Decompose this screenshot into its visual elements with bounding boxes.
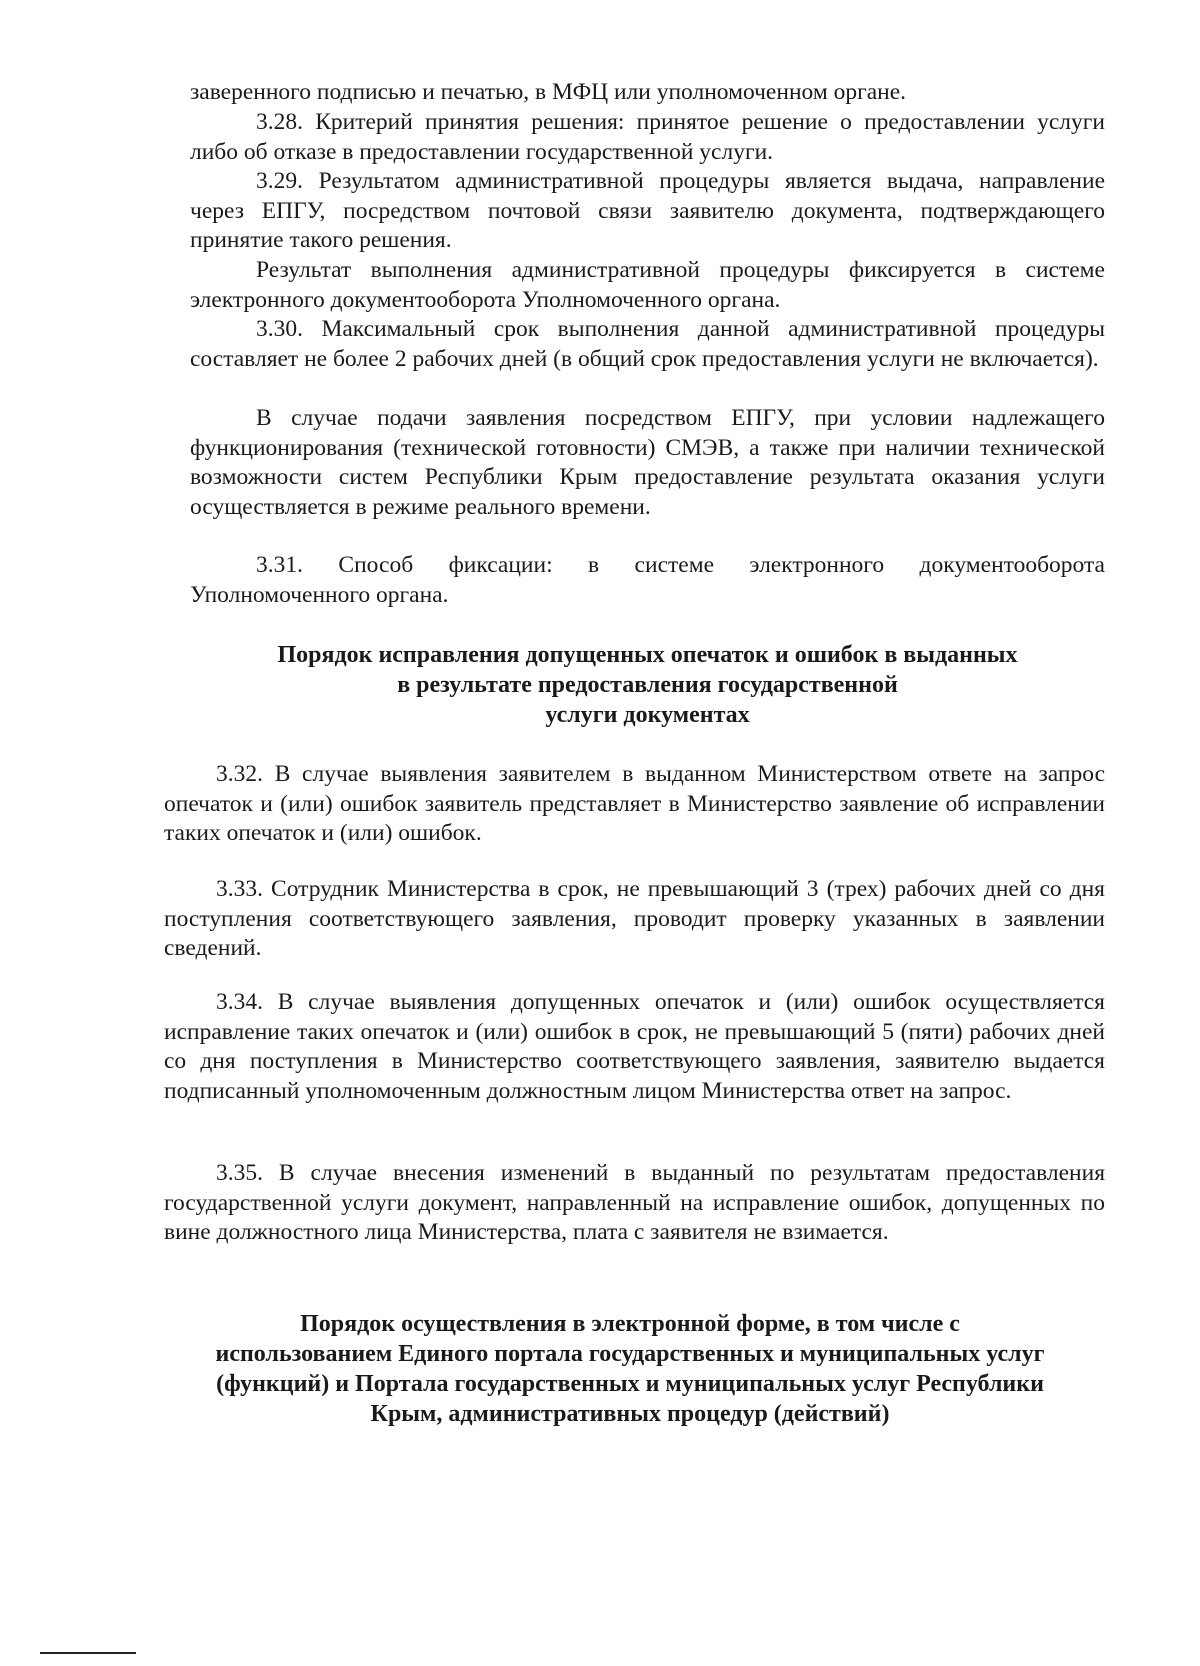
paragraph-epgu-realtime: В случае подачи заявления посредством ЕПГУ, при условии надлежащего функционирования (технической готовности) СМЭВ, а также при наличии технической возможности систем Республики Крым предоставление результата оказания услуги осуществляется в режиме реального времени.	[190, 405, 1105, 520]
heading-line: использованием Единого портала государственных и муниципальных услуг	[215, 1341, 1045, 1367]
paragraph-3-33: 3.33. Сотрудник Министерства в срок, не превышающий 3 (трех) рабочих дней со дня поступления соответствующего заявления, проводит проверку указанных в заявлении сведений.	[164, 876, 1105, 962]
paragraph-3-35: 3.35. В случае внесения изменений в выданный по результатам предоставления государственной услуги документ, направленный на исправление ошибок, допущенных по вине должностного лица Министерства, плата с заявителя не взимается.	[164, 1160, 1105, 1246]
section-heading-electronic-form	[150, 1309, 1110, 1429]
section-heading-corrections	[190, 640, 1105, 730]
footer-rule	[40, 1652, 136, 1654]
paragraph-3-30: 3.30. Максимальный срок выполнения данной административной процедуры составляет не более 2 рабочих дней (в общий срок предоставления услуги не включается).	[190, 316, 1105, 372]
paragraph-3-29: 3.29. Результатом административной процедуры является выдача, направление через ЕПГУ, посредством почтовой связи заявителю документа, подтверждающего принятие такого решения.	[190, 168, 1105, 254]
paragraph-3-32: 3.32. В случае выявления заявителем в выданном Министерством ответе на запрос опечаток и (или) ошибок заявитель представляет в Министерство заявление об исправлении таких опечаток и (или) ошибок.	[164, 761, 1105, 847]
paragraph-3-34: 3.34. В случае выявления допущенных опечаток и (или) ошибок осуществляется исправление таких опечаток и (или) ошибок в срок, не превышающий 5 (пяти) рабочих дней со дня поступления в Министерство соответствующего заявления, заявителю выдается подписанный уполномоченным должностным лицом Министерства ответ на запрос.	[164, 989, 1105, 1104]
paragraph-continuation: заверенного подписью и печатью, в МФЦ или уполномоченном органе.	[190, 79, 907, 105]
paragraph-result-fixation: Результат выполнения административной процедуры фиксируется в системе электронного документооборота Уполномоченного органа.	[190, 257, 1105, 313]
heading-line: Порядок осуществления в электронной форме, в том числе с	[300, 1311, 960, 1337]
heading-line: Порядок исправления допущенных опечаток и ошибок в выданных	[277, 642, 1018, 668]
heading-line: (функций) и Портала государственных и муниципальных услуг Республики	[216, 1371, 1044, 1397]
heading-line: в результате предоставления государственной	[397, 672, 898, 698]
paragraph-3-28: 3.28. Критерий принятия решения: принятое решение о предоставлении услуги либо об отказе в предоставлении государственной услуги.	[190, 109, 1105, 165]
paragraph-3-31: 3.31. Способ фиксации: в системе электронного документооборота Уполномоченного органа.	[190, 552, 1105, 608]
heading-line: Крым, административных процедур (действий)	[370, 1401, 890, 1427]
heading-line: услуги документах	[545, 702, 750, 728]
